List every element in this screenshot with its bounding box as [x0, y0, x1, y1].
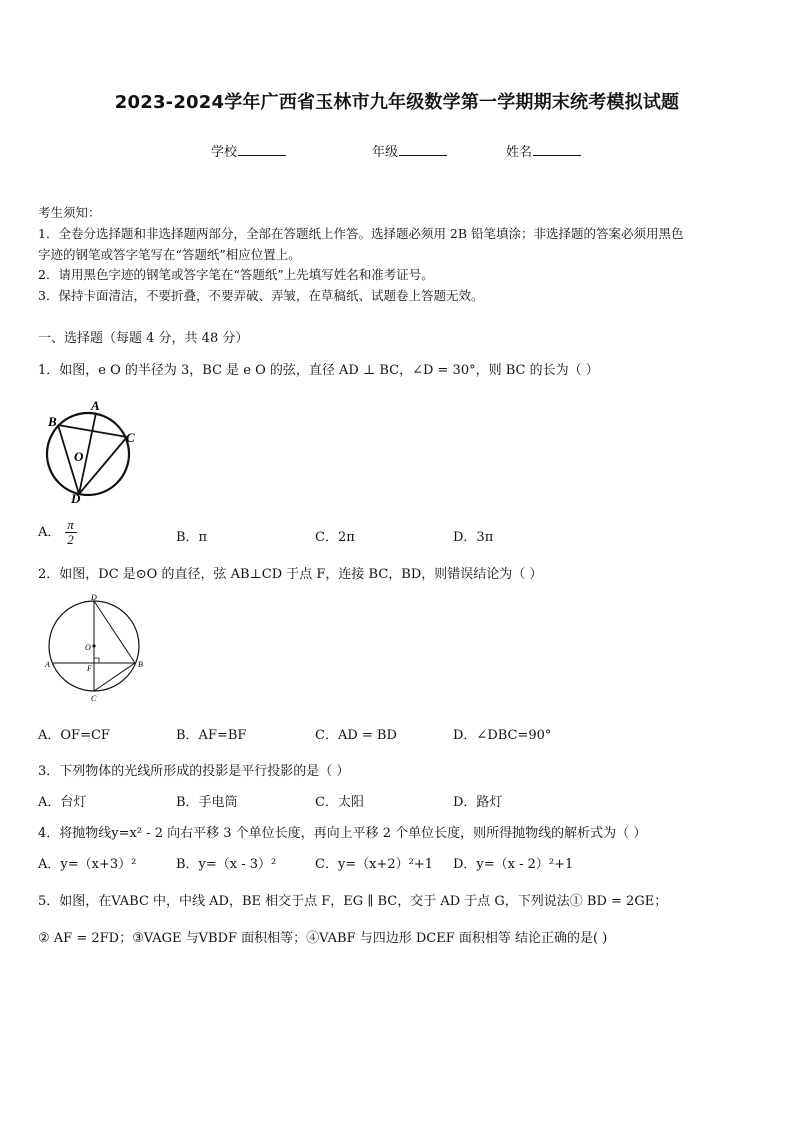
segment-bd — [94, 601, 135, 663]
name-blank[interactable] — [533, 143, 581, 156]
label-c: C — [91, 694, 97, 703]
label-b: B — [138, 660, 143, 669]
school-field[interactable] — [211, 141, 286, 160]
question-3-option-d[interactable]: D．路灯 — [453, 795, 503, 810]
question-4-option-b[interactable]: B．y=（x - 3）² — [176, 857, 277, 872]
question-1-option-a[interactable] — [38, 518, 77, 547]
question-3-option-b[interactable]: B．手电筒 — [176, 795, 238, 810]
option-a-numerator: π — [67, 517, 74, 532]
label-d: D — [71, 491, 81, 504]
name-label: 姓名 — [506, 145, 533, 160]
question-2-option-d[interactable]: D．∠DBC=90° — [453, 728, 552, 743]
name-field[interactable] — [506, 141, 581, 160]
question-5-stem-line-1: 5．如图，在VABC 中，中线 AD，BE 相交于点 F，EG ∥ BC，交于 AD 于点 G，下列说法① BD = 2GE； — [38, 894, 668, 909]
question-4-option-c[interactable]: C．y=（x+2）²+1 — [315, 857, 434, 872]
question-4-option-a[interactable]: A．y=（x+3）² — [38, 857, 137, 872]
question-5-stem-line-2: ② AF = 2FD；③VAGE 与VBDF 面积相等；④VABF 与四边形 DCEF 面积相等 结论正确的是( ) — [38, 931, 608, 946]
grade-label: 年级 — [372, 145, 399, 160]
page-title: 2023-2024学年广西省玉林市九年级数学第一学期期末统考模拟试题 — [114, 92, 680, 113]
label-c: C — [126, 430, 135, 445]
question-2-stem: 2．如图，DC 是⊙O 的直径，弦 AB⊥CD 于点 F，连接 BC，BD，则错误结论为（ ） — [38, 567, 543, 582]
question-3-option-a[interactable]: A．台灯 — [38, 795, 87, 810]
notice-heading: 考生须知： — [38, 205, 101, 220]
question-1-figure — [40, 396, 140, 504]
notice-item-1-line-1: 1．全卷分选择题和非选择题两部分，全部在答题纸上作答。选择题必须用 2B 铅笔填涂；非选择题的答案必须用黑色 — [38, 226, 684, 241]
question-1-option-b[interactable]: B．π — [176, 530, 208, 545]
question-4-stem: 4．将抛物线y=x² - 2 向右平移 3 个单位长度，再向上平移 2 个单位长度，则所得抛物线的解析式为（ ） — [38, 826, 647, 841]
center-dot — [92, 644, 95, 647]
notice-item-1-line-2: 字迹的钢笔或答字笔写在“答题纸”相应位置上。 — [38, 247, 301, 262]
question-1-option-c[interactable]: C．2π — [315, 530, 355, 545]
question-2-figure — [42, 592, 152, 704]
question-3-option-c[interactable]: C．太阳 — [315, 795, 364, 810]
label-b: B — [48, 414, 57, 429]
segment-bc — [94, 663, 135, 691]
question-1-option-d[interactable]: D．3π — [453, 530, 494, 545]
question-3-stem: 3．下列物体的光线所形成的投影是平行投影的是（ ） — [38, 764, 350, 779]
notice-item-3: 3．保持卡面清洁，不要折叠，不要弄破、弄皱，在草稿纸、试题卷上答题无效。 — [38, 288, 484, 303]
segment-cd — [79, 437, 127, 494]
label-d: D — [91, 593, 97, 602]
question-1-stem: 1．如图，e O 的半径为 3，BC 是 e O 的弦，直径 AD ⊥ BC，∠D = 30°，则 BC 的长为（ ） — [38, 363, 599, 378]
option-a-denominator: 2 — [67, 532, 74, 547]
question-2-option-b[interactable]: B．AF=BF — [176, 728, 247, 743]
label-f: F — [87, 664, 92, 673]
grade-blank[interactable] — [399, 143, 447, 156]
option-a-prefix: A． — [38, 525, 61, 540]
section-heading: 一、选择题（每题 4 分，共 48 分） — [38, 331, 249, 346]
grade-field[interactable] — [372, 141, 447, 160]
question-2-option-a[interactable]: A．OF=CF — [38, 728, 110, 743]
right-angle-mark — [94, 658, 99, 663]
label-o: O — [85, 643, 91, 652]
school-blank[interactable] — [238, 143, 286, 156]
question-4-option-d[interactable]: D．y=（x - 2）²+1 — [453, 857, 574, 872]
question-2-option-c[interactable]: C．AD = BD — [315, 728, 397, 743]
school-label: 学校 — [211, 145, 238, 160]
option-a-fraction — [65, 518, 77, 547]
notice-item-2: 2．请用黑色字迹的钢笔或答字笔在“答题纸”上先填写姓名和准考证号。 — [38, 267, 434, 282]
label-a: A — [45, 660, 50, 669]
label-o: O — [74, 449, 84, 464]
label-a: A — [91, 398, 100, 413]
